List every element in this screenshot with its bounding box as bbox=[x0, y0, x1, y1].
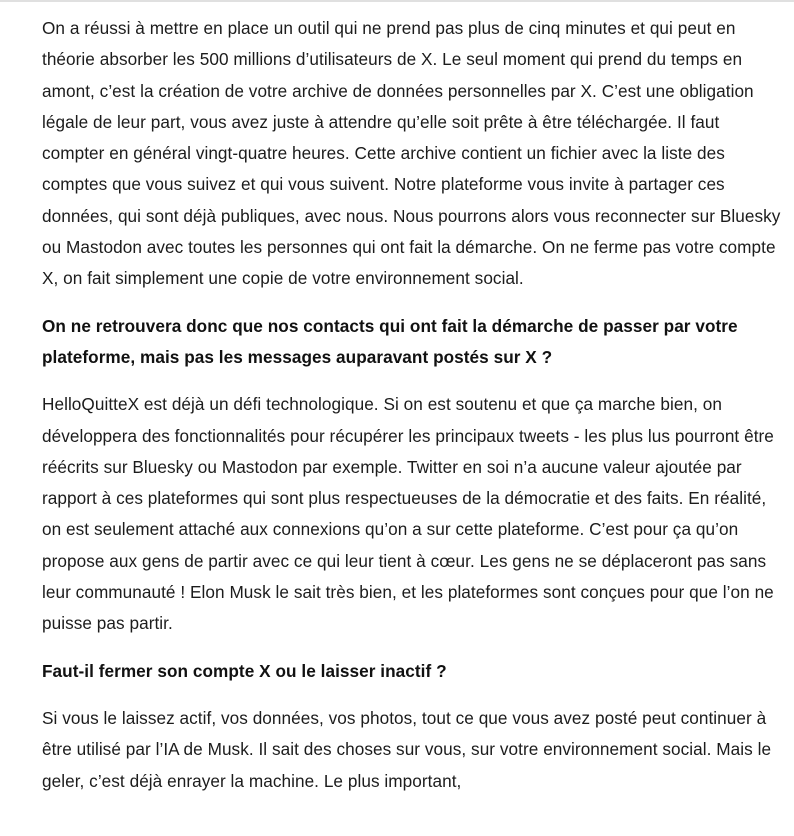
answer-paragraph: Si vous le laissez actif, vos données, vos photos, tout ce que vous avez posté peut continuer à être utilisé par l’IA de Musk. Il sait des choses sur vous, sur votre environnement social. Mais le geler, c’est déjà enrayer la machine. Le plus important, bbox=[42, 707, 772, 791]
interview-question: Faut-il fermer son compte X ou le laisser inactif ? bbox=[42, 660, 447, 681]
answer-paragraph: On a réussi à mettre en place un outil qui ne prend pas plus de cinq minutes et qui peut en théorie absorber les 500 millions d’utilisateurs de X. Le seul moment qui prend du temps en amont, c’est la création de votre archive de données personnelles par X. C’est une obligation légale de leur part, vous avez juste à attendre qu’elle soit prête à être téléchargée. Il faut compter en général vingt-quatre heures. Cette archive contient un fichier avec la liste des comptes que vous suivez et qui vous suivent. Notre plateforme vous invite à partager ces données, qui sont déjà publiques, avec nous. Nous pourrons alors vous reconnecter sur Bluesky ou Mastodon avec toutes les personnes qui ont fait la démarche. On ne ferme pas votre compte X, on fait simplement une copie de votre environnement social. bbox=[42, 18, 781, 289]
answer-paragraph: HelloQuitteX est déjà un défi technologique. Si on est soutenu et que ça marche bien, on développera des fonctionnalités pour récupérer les principaux tweets - les plus lus pourront être réécrits sur Bluesky ou Mastodon par exemple. Twitter en soi n’a aucune valeur ajoutée par rapport à ces plateformes qui sont plus respectueuses de la démocratie et des faits. En réalité, on est seulement attaché aux connexions qu’on a sur cette plateforme. C’est pour ça qu’on propose aux gens de partir avec ce qui leur tient à cœur. Les gens ne se déplaceront pas sans leur communauté ! Elon Musk le sait très bien, et les plateformes sont conçues pour que l’on ne puisse pas partir. bbox=[42, 394, 774, 634]
interview-question: On ne retrouvera donc que nos contacts qui ont fait la démarche de passer par votre plateforme, mais pas les messages auparavant postés sur X ? bbox=[42, 315, 738, 367]
article-body bbox=[42, 13, 782, 813]
